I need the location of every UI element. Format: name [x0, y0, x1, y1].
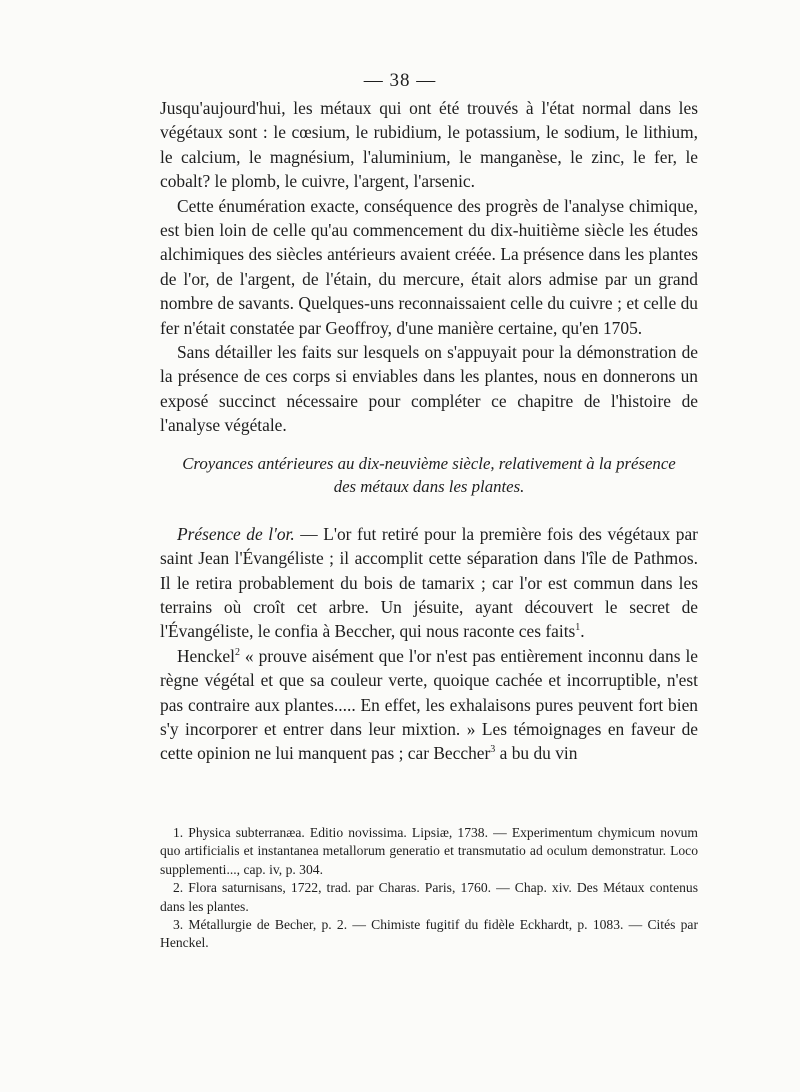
- paragraph-summary: Sans détailler les faits sur lesquels on s'appuyait pour la démonstration de la présence de ces corps si enviables dans les plantes, nous en donnerons un exposé succinct nécessaire pour compléter ce chapitre de l'histoire de l'analyse végétale.: [160, 342, 698, 436]
- section-heading-line-1: Croyances antérieures au dix-neuvième siècle, relativement à la présence: [182, 453, 676, 473]
- footnote-2: 2. Flora saturnisans, 1722, trad. par Charas. Paris, 1760. — Chap. xiv. Des Métaux contenus dans les plantes.: [160, 880, 698, 914]
- body-text: [160, 96, 698, 766]
- section-heading-line-2: des métaux dans les plantes.: [333, 476, 525, 496]
- footnote-ref-1: 1: [575, 622, 581, 634]
- paragraph-henckel: [160, 644, 698, 766]
- section-heading: [160, 452, 698, 498]
- paragraph-gold: [160, 522, 698, 644]
- henckel-quote: « prouve aisément que l'or n'est pas entièrement inconnu dans le règne végétal et que sa couleur verte, quoique cachée et incorruptible, n'est pas contraire aux plantes..... En effet, les exhalaisons pures peuvent fort bien s'y incorporer et entrer dans leur mixtion. » Les témoignages en faveur de cette opinion ne lui manquent pas ; car Beccher: [160, 645, 698, 764]
- footnote-1: 1. Physica subterranæa. Editio novissima. Lipsiæ, 1738. — Experimentum chymicum novum quo artificialis et instantanea metallorum generatio et transmutatio ad oculum demonstratur. Loco supplementi..., cap. iv, p. 304.: [160, 825, 698, 877]
- footnotes: [160, 824, 698, 953]
- paragraph-metals-list: Jusqu'aujourd'hui, les métaux qui ont été trouvés à l'état normal dans les végétaux sont : le cœsium, le rubidium, le potassium, le sodium, le lithium, le calcium, le magnésium, l'aluminium, le manganèse, le zinc, le fer, le cobalt? le plomb, le cuivre, l'argent, l'arsenic.: [160, 98, 698, 192]
- henckel-name: Henckel: [177, 645, 235, 666]
- henckel-end: a bu du vin: [495, 743, 578, 764]
- footnote-ref-2: 2: [234, 646, 240, 658]
- page-number: — 38 —: [363, 70, 437, 91]
- paragraph-enumeration: Cette énumération exacte, conséquence des progrès de l'analyse chimique, est bien loin de celle qu'au commencement du dix-huitième siècle les études alchimiques des siècles antérieurs avaient créée. La présence dans les plantes de l'or, de l'argent, de l'étain, du mercure, était alors admise par un grand nombre de savants. Quelques-uns reconnaissaient celle du cuivre ; et celle du fer n'était constatée par Geoffroy, d'une manière certaine, qu'en 1705.: [160, 195, 698, 338]
- paragraph-gold-text: — L'or fut retiré pour la première fois des végétaux par saint Jean l'Évangéliste ; il accomplit cette séparation dans l'île de Pathmos. Il le retira probablement du bois de tamarix ; car l'or est commun dans les terrains où croît cet arbre. Un jésuite, ayant découvert le secret de l'Évangéliste, le confia à Beccher, qui nous raconte ces faits: [160, 523, 698, 642]
- footnote-3: 3. Métallurgie de Becher, p. 2. — Chimiste fugitif du fidèle Eckhardt, p. 1083. — Cités par Henckel.: [160, 917, 698, 951]
- runin-heading-gold: Présence de l'or.: [177, 523, 295, 544]
- footnote-ref-3: 3: [490, 744, 496, 756]
- paragraph-gold-end: .: [580, 621, 585, 642]
